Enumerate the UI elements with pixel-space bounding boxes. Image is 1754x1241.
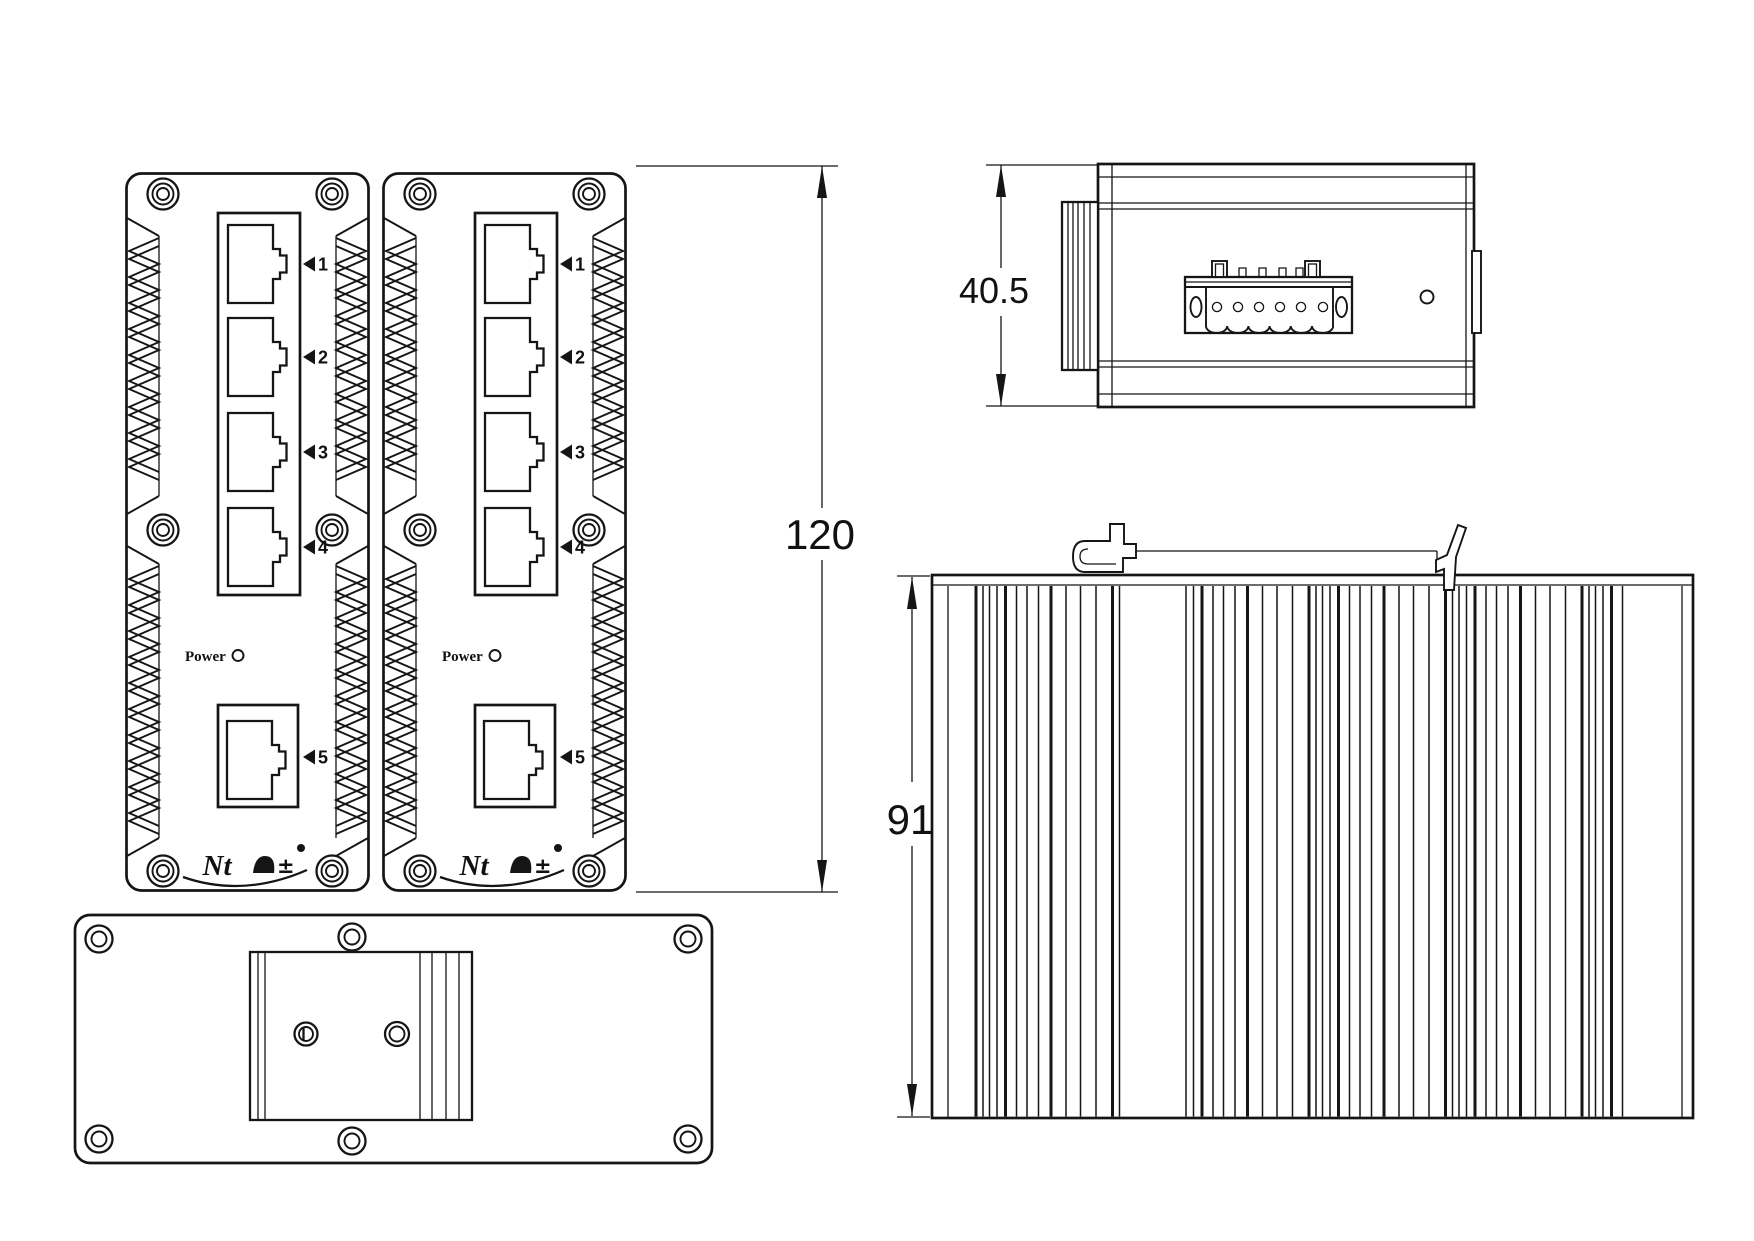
dim-text-120: 120 (784, 511, 856, 558)
screw-bv-bottom-right (675, 1126, 702, 1153)
din-latch-tab (1472, 251, 1481, 333)
din-rail-clip (1073, 524, 1466, 590)
dim-text-40-5: 40.5 (958, 270, 1030, 311)
side-view (932, 524, 1693, 1118)
plate-screw-slotted (295, 1023, 318, 1046)
dim-text-91: 91 (886, 796, 934, 843)
technical-drawing: 1 Power Nt 120 40.5 91 (0, 0, 1754, 1241)
heatsink-fins-side (976, 586, 1623, 1117)
terminal-ticks (1239, 268, 1303, 277)
arrow-up-icon (817, 166, 827, 198)
arrow-down-icon (907, 1084, 917, 1116)
din-mount-plate (250, 952, 472, 1120)
arrow-up-icon (996, 165, 1006, 197)
top-view (1062, 164, 1481, 407)
heatsink-edge (1062, 202, 1098, 370)
screw-bv-bottom-left (86, 1126, 113, 1153)
front-view-left (127, 174, 369, 891)
din-hook (1073, 524, 1136, 572)
dimension-side-height (887, 576, 934, 1117)
arrow-up-icon (907, 577, 917, 609)
din-latch-lever (1436, 525, 1466, 590)
front-view-right (384, 174, 626, 891)
side-view-body (932, 575, 1693, 1118)
screw-bv-top-left (86, 926, 113, 953)
dimension-front-height (636, 166, 855, 892)
screw-bv-bottom-mid (339, 1128, 366, 1155)
bottom-view (75, 915, 712, 1163)
arrow-down-icon (817, 860, 827, 892)
terminal-block (1185, 261, 1352, 333)
arrow-down-icon (996, 374, 1006, 406)
screw-bv-top-mid (339, 924, 366, 951)
screw-hole (1421, 291, 1434, 304)
screw-bv-top-right (675, 926, 702, 953)
